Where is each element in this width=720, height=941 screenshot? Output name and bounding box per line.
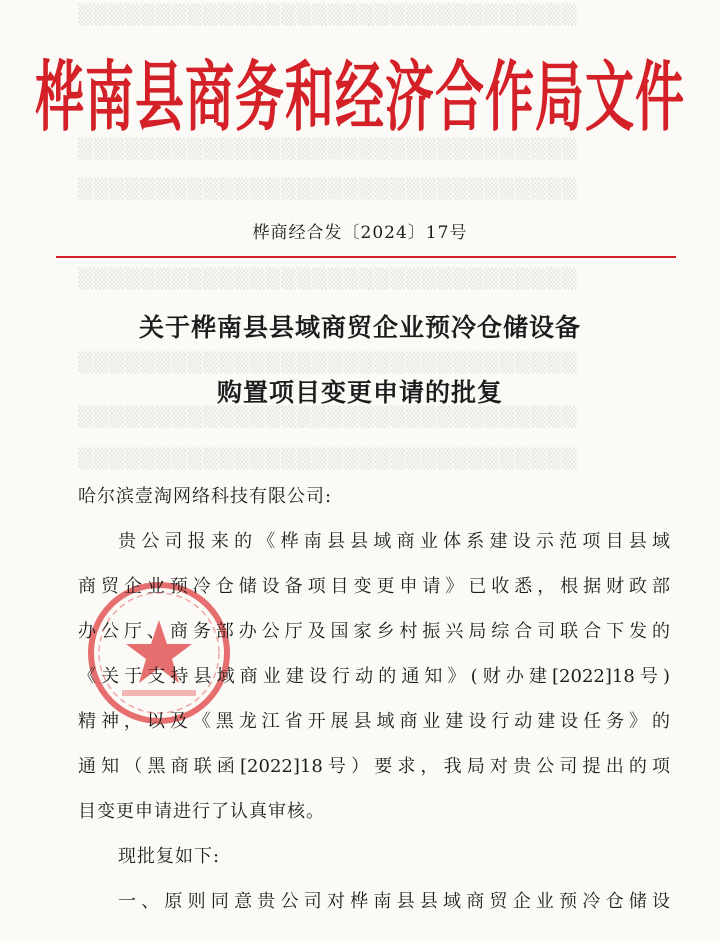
bleed-through-text: ▒▒▒▒▒▒▒▒▒▒▒▒▒▒▒▒▒▒▒▒▒▒▒▒▒▒▒▒▒▒▒▒: [78, 448, 578, 470]
official-seal-icon: [84, 578, 234, 728]
body-line-5: 精神，以及《黑龙江省开展县域商业建设行动建设任务》的: [78, 711, 670, 732]
body-line-6: 通知（黑商联函[2022]18号）要求，我局对贵公司提出的项: [78, 756, 670, 777]
body-line-1: 贵公司报来的《桦南县县域商业体系建设示范项目县域: [118, 531, 670, 552]
body-line-2: 商贸企业预冷仓储设备项目变更申请》已收悉，根据财政部: [78, 576, 670, 597]
red-divider-rule: [56, 256, 676, 258]
document-number: 桦商经合发〔2024〕17号: [252, 223, 468, 243]
bleed-through-text: ▒▒▒▒▒▒▒▒▒▒▒▒▒▒▒▒▒▒▒▒▒▒▒▒▒▒▒▒▒▒▒▒: [78, 178, 578, 200]
document-title-line-1: 关于桦南县县域商贸企业预冷仓储设备: [138, 313, 581, 342]
body-line-3: 办公厅、商务部办公厅及国家乡村振兴局综合司联合下发的: [78, 621, 670, 642]
bleed-through-text: ▒▒▒▒▒▒▒▒▒▒▒▒▒▒▒▒▒▒▒▒▒▒▒▒▒▒▒▒▒▒▒▒: [78, 406, 578, 428]
body-line-7: 目变更申请进行了认真审核。: [78, 801, 325, 822]
bleed-through-text: ▒▒▒▒▒▒▒▒▒▒▒▒▒▒▒▒▒▒▒▒▒▒▒▒▒▒▒▒▒▒▒▒: [78, 352, 578, 374]
item-1-text: 一、原则同意贵公司对桦南县县域商贸企业预冷仓储设: [118, 891, 670, 912]
bleed-through-text: ▒▒▒▒▒▒▒▒▒▒▒▒▒▒▒▒▒▒▒▒▒▒▒▒▒▒▒▒▒▒▒▒: [78, 268, 578, 290]
document-title-line-2: 购置项目变更申请的批复: [216, 378, 503, 407]
letterhead-title: 桦南县商务和经济合作局文件: [34, 53, 685, 142]
addressee: 哈尔滨壹淘网络科技有限公司:: [78, 486, 333, 507]
reply-intro: 现批复如下:: [118, 846, 221, 867]
bleed-through-text: ▒▒▒▒▒▒▒▒▒▒▒▒▒▒▒▒▒▒▒▒▒▒▒▒▒▒▒▒▒▒▒▒: [78, 138, 578, 160]
bleed-through-text: ▒▒▒▒▒▒▒▒▒▒▒▒▒▒▒▒▒▒▒▒▒▒▒▒▒▒▒▒▒▒▒▒: [78, 4, 578, 26]
body-line-4: 《关于支持县域商业建设行动的通知》(财办建[2022]18号): [78, 666, 670, 687]
